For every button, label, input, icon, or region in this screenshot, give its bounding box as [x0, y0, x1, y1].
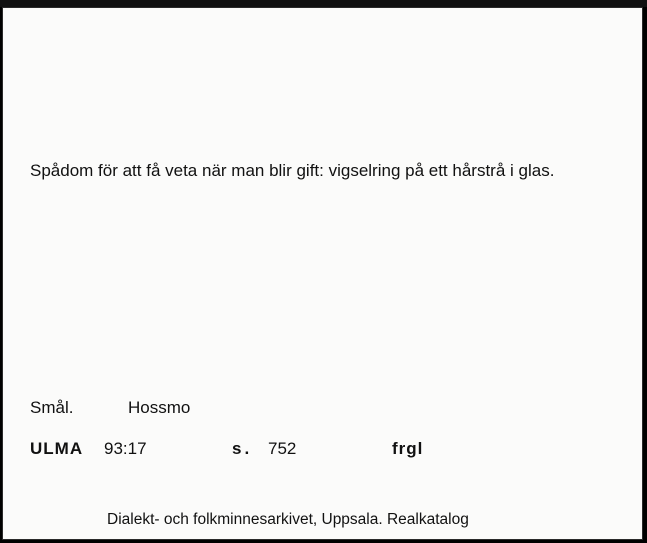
- card-footer: Dialekt- och folkminnesarkivet, Uppsala. Realkatalog: [107, 511, 469, 528]
- region-label: Smål.: [30, 398, 74, 417]
- archive-code: ULMA: [30, 439, 84, 458]
- top-edge: [0, 0, 647, 7]
- page-number: 752: [268, 439, 297, 458]
- archive-number: 93:17: [104, 439, 147, 458]
- catalog-card: [2, 7, 643, 540]
- card-description: Spådom för att få veta när man blir gift: vigselring på ett hårstrå i glas.: [30, 161, 555, 180]
- page-prefix: s.: [232, 439, 253, 458]
- parish-label: Hossmo: [128, 398, 191, 417]
- collector-code: frgl: [392, 439, 424, 458]
